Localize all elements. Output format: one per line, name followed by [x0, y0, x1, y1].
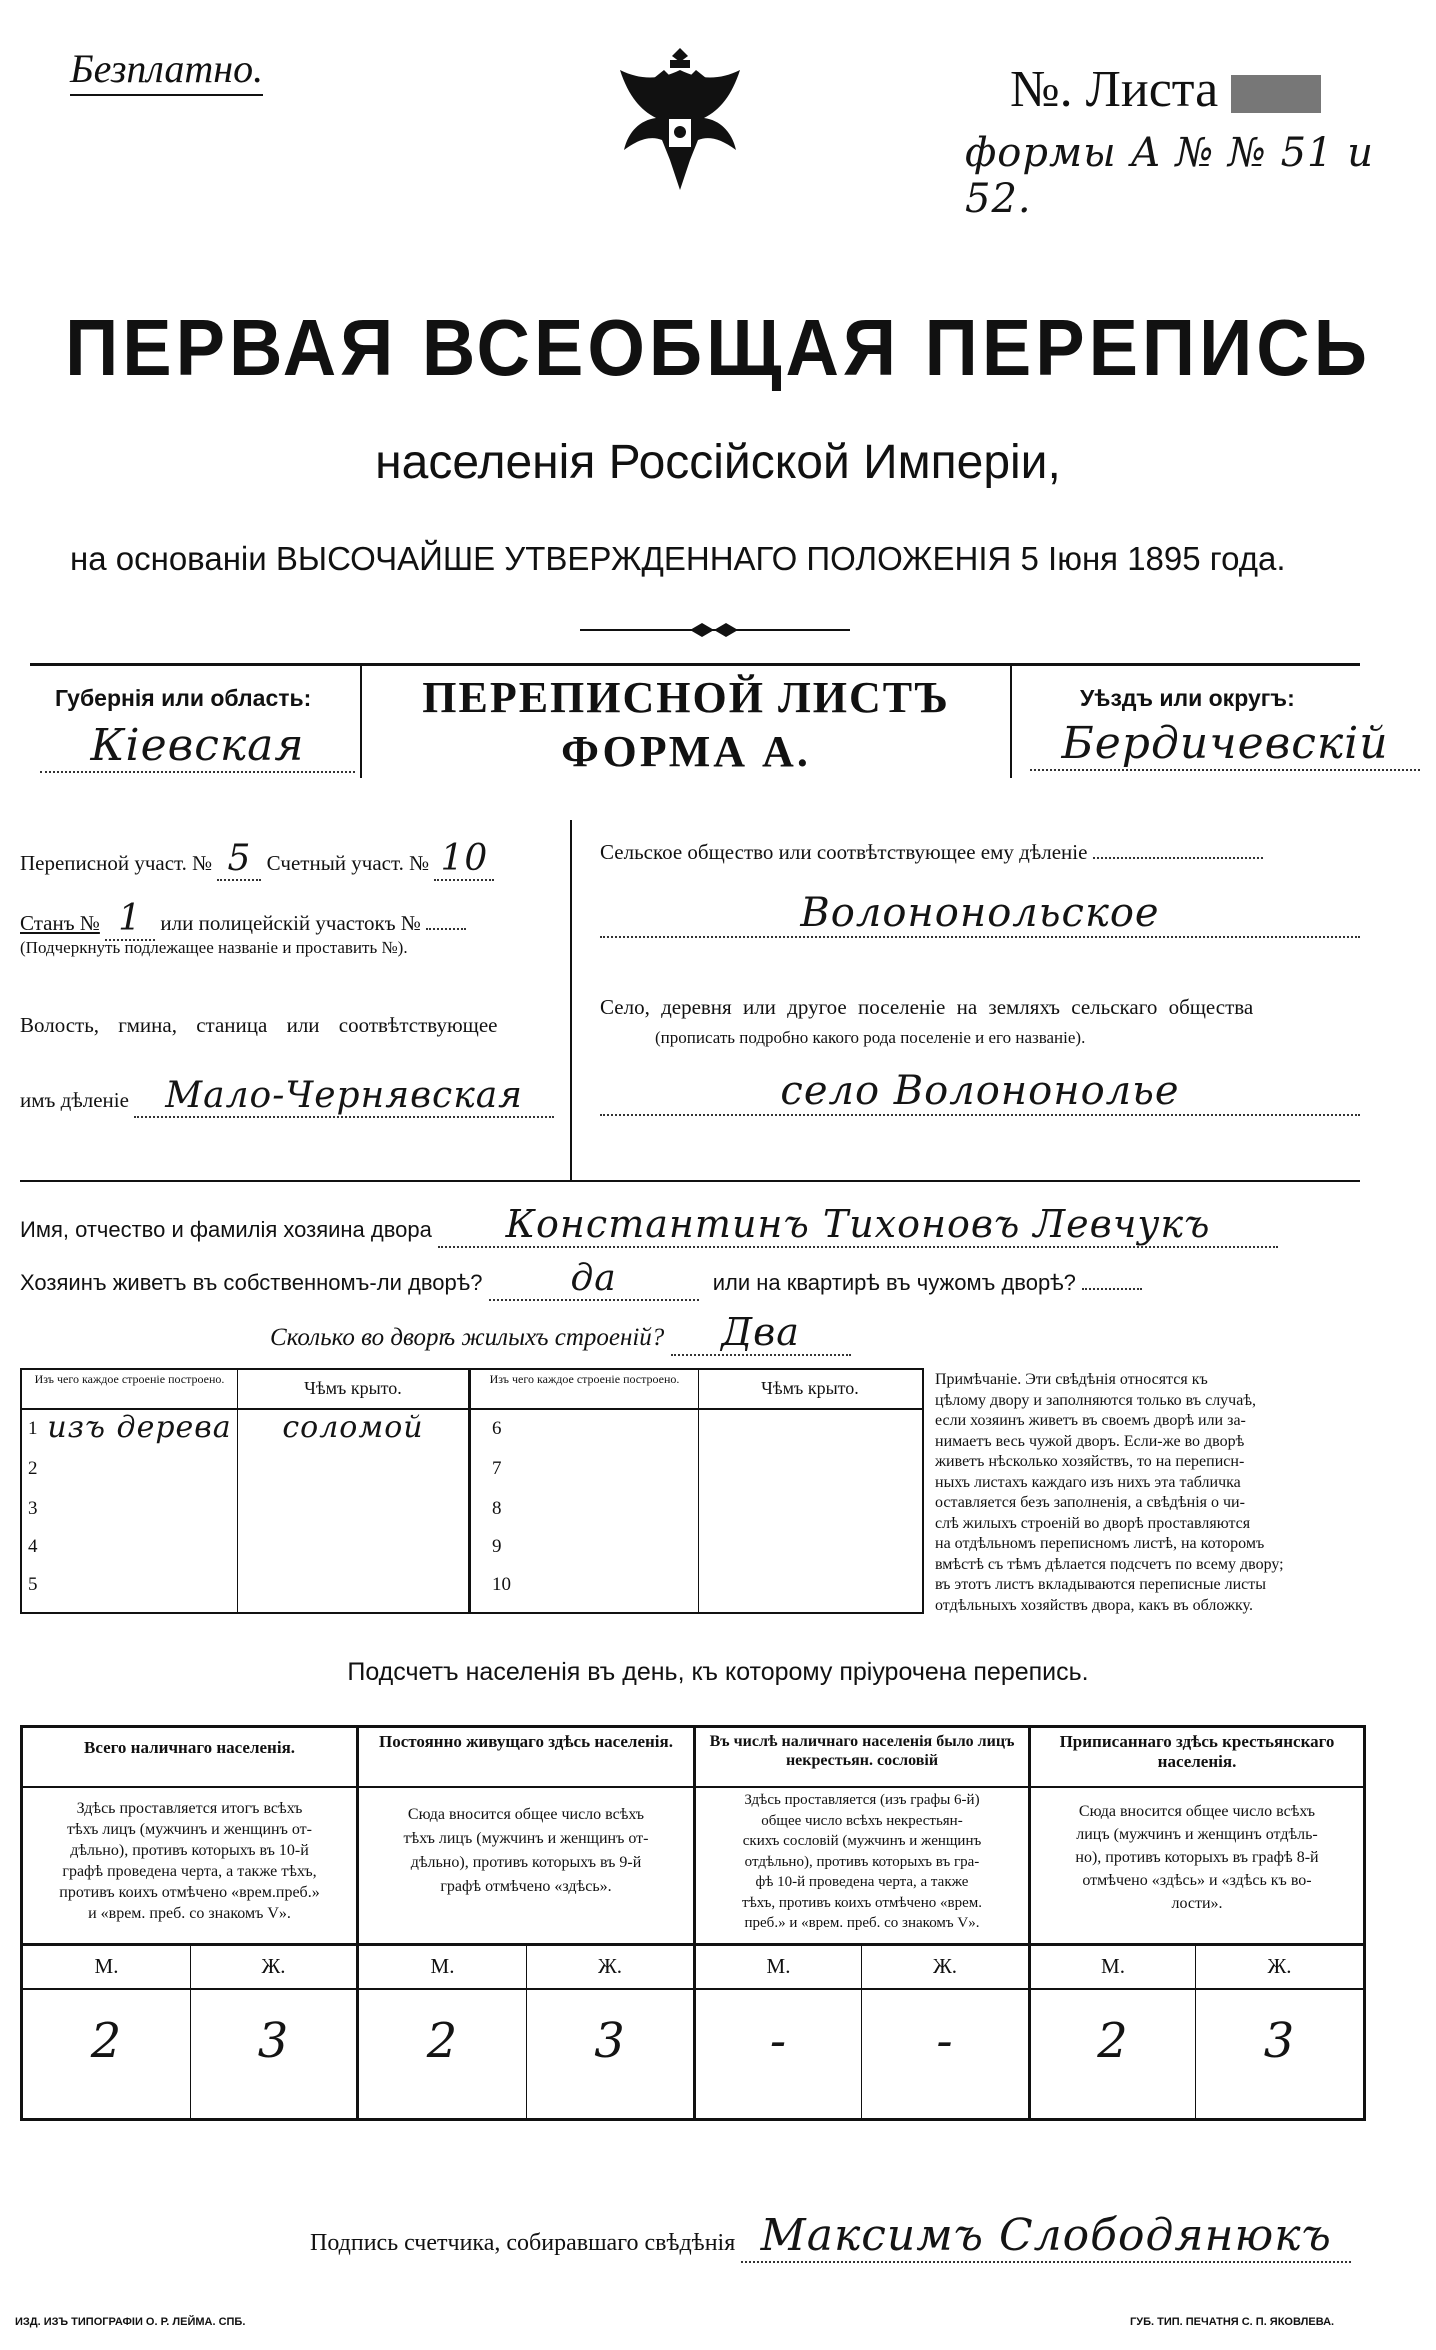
col-roof-header: Чѣмъ крыто.	[304, 1378, 402, 1398]
non-peasant-female-value: -	[936, 2013, 954, 2069]
desc-line: скихъ сословій (мужчинъ и женщинъ	[742, 1833, 982, 1849]
desc-line: тѣхъ, противъ коихъ отмѣчено «врем.	[742, 1894, 982, 1911]
row-num: 5	[28, 1574, 38, 1595]
f-label: Ж.	[932, 1954, 958, 1978]
volost-label-2: имъ дѣленіе	[20, 1088, 129, 1112]
police-label: или полицейскій участокъ №	[160, 911, 421, 935]
desc-line: преб.» и «врем. преб. со знакомъ V».	[744, 1915, 980, 1931]
note-line: живетъ нѣсколько хозяйствъ, то на переписн-	[935, 1453, 1245, 1470]
census-area-value: 5	[217, 838, 261, 881]
basis-line: на основаніи ВЫСОЧАЙШЕ УТВЕРЖДЕННАГО ПОЛОЖЕНІЯ 5 Іюня 1895 года.	[70, 540, 1286, 577]
row-num: 10	[492, 1574, 511, 1595]
owner-top-rule	[20, 1180, 1360, 1182]
f-label: Ж.	[597, 1954, 623, 1978]
row-num: 6	[492, 1418, 502, 1439]
peasant-female-value: 3	[1263, 2013, 1296, 2069]
desc-line: противъ коихъ отмѣчено «врем.преб.»	[59, 1884, 320, 1901]
footer-printer-left: ИЗД. ИЗЪ ТИПОГРАФІИ О. Р. ЛЕЙМА. СПБ.	[15, 2316, 246, 2328]
count-header-permanent: Постоянно живущаго здѣсь населенія.	[379, 1732, 673, 1751]
desc-line: Здѣсь проставляется (изъ графы 6-й)	[744, 1792, 980, 1808]
non-peasant-male-value: -	[769, 2013, 788, 2069]
owner-lives-label: Хозяинъ живетъ въ собственномъ-ли дворѣ?	[20, 1270, 483, 1295]
page-title: ПЕРВАЯ ВСЕОБЩАЯ ПЕРЕПИСЬ	[65, 302, 1371, 393]
middle-divider	[570, 820, 572, 1180]
page-subtitle: населенія Россійской Имперіи,	[375, 436, 1061, 489]
desc-line: отмѣчено «здѣсь» и «здѣсь къ во-	[1082, 1872, 1312, 1889]
volost-row	[20, 1075, 554, 1118]
ornament-divider	[580, 620, 850, 640]
desc-line: Сюда вносится общее число всѣхъ	[407, 1806, 645, 1823]
note-line: нимаетъ весь чужой дворъ. Если-же во дворѣ	[935, 1432, 1245, 1450]
desc-line: лицъ (мужчинъ и женщинъ отдѣль-	[1076, 1826, 1318, 1843]
col-roof-header-right: Чѣмъ крыто.	[761, 1378, 859, 1398]
volost-value: Мало-Чернявская	[134, 1075, 554, 1118]
note-line: оставляется безъ заполненія, а свѣдѣнія о чи-	[935, 1494, 1245, 1511]
count-desc-peasant	[1035, 1800, 1359, 1915]
district-field: Бердичевскій	[1030, 718, 1420, 771]
signature-label: Подпись счетчика, собиравшаго свѣдѣнія	[310, 2230, 736, 2256]
society-label: Сельское общество или соотвѣтствующее ему дѣленіе	[600, 840, 1088, 864]
peasant-male-value: 2	[1097, 2013, 1129, 2069]
note-line: слѣ жилыхъ строеній во дворѣ проставляются	[935, 1514, 1251, 1532]
total-male-value: 2	[90, 2013, 123, 2069]
census-area-label: Переписной участ. №	[20, 851, 213, 875]
header-rule	[23, 1786, 1363, 1788]
form-header-divider-right	[1010, 663, 1012, 778]
m-label: М.	[766, 1954, 791, 1978]
row-num: 7	[492, 1458, 502, 1479]
note-line: въ этотъ листъ вкладываются переписные листы	[935, 1576, 1266, 1593]
desc-line: графѣ проведена черта, а также тѣхъ,	[62, 1863, 317, 1880]
sheet-number-redaction	[1231, 75, 1321, 113]
col-divider	[698, 1370, 699, 1612]
footer-printer-right: ГУБ. ТИП. ПЕЧАТНЯ С. П. ЯКОВЛЕВА.	[1130, 2316, 1335, 2328]
stan-note: (Подчеркнуть подлежащее названіе и проставить №).	[20, 938, 408, 957]
note-line: если хозяинъ живетъ въ своемъ дворѣ или за-	[935, 1412, 1246, 1429]
buildings-table	[20, 1368, 924, 1614]
desc-line: Сюда вносится общее число всѣхъ	[1078, 1803, 1316, 1820]
sheet-number-label: №. Листа	[1010, 61, 1219, 118]
owner-lives-value: да	[489, 1258, 699, 1301]
col-divider-center	[468, 1370, 471, 1612]
f-label: Ж.	[261, 1954, 286, 1978]
desc-line: дѣльно), противъ которыхъ въ 10-й	[70, 1842, 309, 1859]
permanent-female-value: 3	[594, 2013, 626, 2069]
row-num: 3	[28, 1498, 38, 1519]
desc-line: дѣльно), противъ которыхъ въ 9-й	[410, 1854, 642, 1871]
note-line: ныхъ листахъ каждаго изъ нихъ эта табличка	[935, 1473, 1241, 1491]
count-title: Подсчетъ населенія въ день, къ которому пріурочена перепись.	[347, 1658, 1089, 1686]
owner-name-row	[20, 1202, 1278, 1248]
society-dots	[1093, 857, 1263, 859]
permanent-male-value: 2	[426, 2013, 459, 2069]
village-value: село Волононолье	[600, 1068, 1360, 1116]
police-value	[426, 928, 466, 930]
col-divider	[237, 1370, 238, 1612]
owner-name-label: Имя, отчество и фамилія хозяина двора	[20, 1217, 432, 1242]
count-desc-total	[27, 1798, 352, 1924]
m-label: М.	[94, 1954, 119, 1978]
district-label: Уѣздъ или округъ:	[1080, 685, 1295, 711]
society-row	[600, 840, 1263, 865]
free-label: Безплатно.	[70, 45, 263, 96]
village-label: Село, деревня или другое поселеніе на земляхъ сельскаго общества	[600, 995, 1254, 1019]
desc-line: Здѣсь проставляется итогъ всѣхъ	[76, 1800, 303, 1817]
form-title: ФОРМА А.	[561, 727, 811, 776]
col-material-header-right: Изъ чего каждое строеніе построено.	[489, 1372, 680, 1386]
count-header-non-peasant: Въ числѣ наличнаго населенія было лицъ некрестьян. сословій	[709, 1733, 1015, 1769]
note-block	[935, 1370, 1365, 1616]
row-roof-value: соломой	[282, 1410, 424, 1445]
owner-name-value: Константинъ Тихоновъ Левчукъ	[438, 1202, 1278, 1248]
owner-lives-row	[20, 1258, 1142, 1301]
note-line: вмѣстѣ съ тѣмъ дѣлается подсчетъ по всему двору;	[935, 1555, 1284, 1573]
double-headed-eagle-icon	[600, 40, 760, 200]
desc-line: но), противъ которыхъ въ графѣ 8-й	[1075, 1849, 1319, 1866]
count-header-peasant: Приписаннаго здѣсь крестьянскаго населенія.	[1059, 1732, 1335, 1771]
volost-label: Волость, гмина, станица или соотвѣтствующее	[20, 1013, 498, 1037]
stan-row	[20, 898, 466, 941]
row-num: 8	[492, 1498, 502, 1519]
counting-area-label: Счетный участ. №	[266, 851, 430, 875]
note-line: на отдѣльномъ переписномъ листѣ, на которомъ	[935, 1535, 1265, 1552]
count-header-total: Всего наличнаго населенія.	[83, 1738, 296, 1757]
stan-value: 1	[105, 898, 155, 941]
sheet-number	[1010, 60, 1321, 119]
note-line: цѣлому двору и заполняются только въ случаѣ,	[935, 1391, 1257, 1409]
owner-apartment-value	[1082, 1288, 1142, 1290]
row-num: 2	[28, 1458, 38, 1479]
desc-line: лости».	[1171, 1895, 1223, 1912]
buildings-value: Два	[671, 1310, 851, 1356]
society-value: Волононольское	[600, 890, 1360, 938]
buildings-row	[270, 1310, 851, 1356]
row-num: 1	[28, 1418, 38, 1439]
count-desc-non-peasant	[699, 1790, 1025, 1934]
owner-apartment-label: или на квартирѣ въ чужомъ дворѣ?	[712, 1270, 1076, 1295]
m-label: М.	[430, 1954, 455, 1978]
desc-line: тѣхъ лицъ (мужчинъ и женщинъ от-	[403, 1830, 649, 1847]
desc-line: и «врем. преб. со знакомъ V».	[88, 1905, 291, 1922]
province-label: Губернія или область:	[55, 685, 312, 711]
total-female-value: 3	[257, 2013, 290, 2069]
f-label: Ж.	[1267, 1954, 1292, 1978]
note-line: отдѣльныхъ хозяйствъ двора, какъ въ обложку.	[935, 1596, 1253, 1614]
province-field: Кіевская	[40, 720, 355, 773]
count-table	[20, 1725, 1366, 2121]
stan-label: Станъ №	[20, 911, 100, 935]
desc-line: графѣ отмѣчено «здѣсь».	[440, 1878, 612, 1895]
note-line: Примѣчаніе. Эти свѣдѣнія относятся къ	[935, 1371, 1208, 1388]
signature-row	[310, 2210, 1351, 2263]
desc-rule	[23, 1943, 1363, 1946]
desc-line: тѣхъ лицъ (мужчинъ и женщинъ от-	[67, 1821, 312, 1838]
mf-rule	[23, 1988, 1363, 1990]
signature-value: Максимъ Слободянюкъ	[741, 2210, 1351, 2263]
desc-line: общее число всѣхъ некрестьян-	[761, 1812, 963, 1829]
buildings-label: Сколько во дворѣ жилыхъ строеній?	[270, 1324, 665, 1351]
count-desc-permanent	[363, 1803, 689, 1899]
census-area-row	[20, 838, 494, 881]
village-note: (прописать подробно какого рода поселеніе и его названіе).	[655, 1028, 1086, 1047]
row-num: 9	[492, 1536, 502, 1557]
form-handwritten-note: формы А № № 51 и 52.	[965, 130, 1374, 222]
row-num: 4	[28, 1536, 38, 1557]
sheet-title: ПЕРЕПИСНОЙ ЛИСТЪ	[422, 673, 950, 722]
col-material-header: Изъ чего каждое строеніе построено.	[34, 1372, 225, 1386]
form-top-rule	[30, 663, 1360, 666]
desc-line: отдѣльно), противъ которыхъ въ гра-	[744, 1853, 980, 1870]
desc-line: фѣ 10-й проведена черта, а также	[755, 1874, 969, 1890]
m-label: М.	[1101, 1954, 1125, 1978]
counting-area-value: 10	[434, 838, 494, 881]
row-material-value: изъ дерева	[47, 1410, 232, 1445]
